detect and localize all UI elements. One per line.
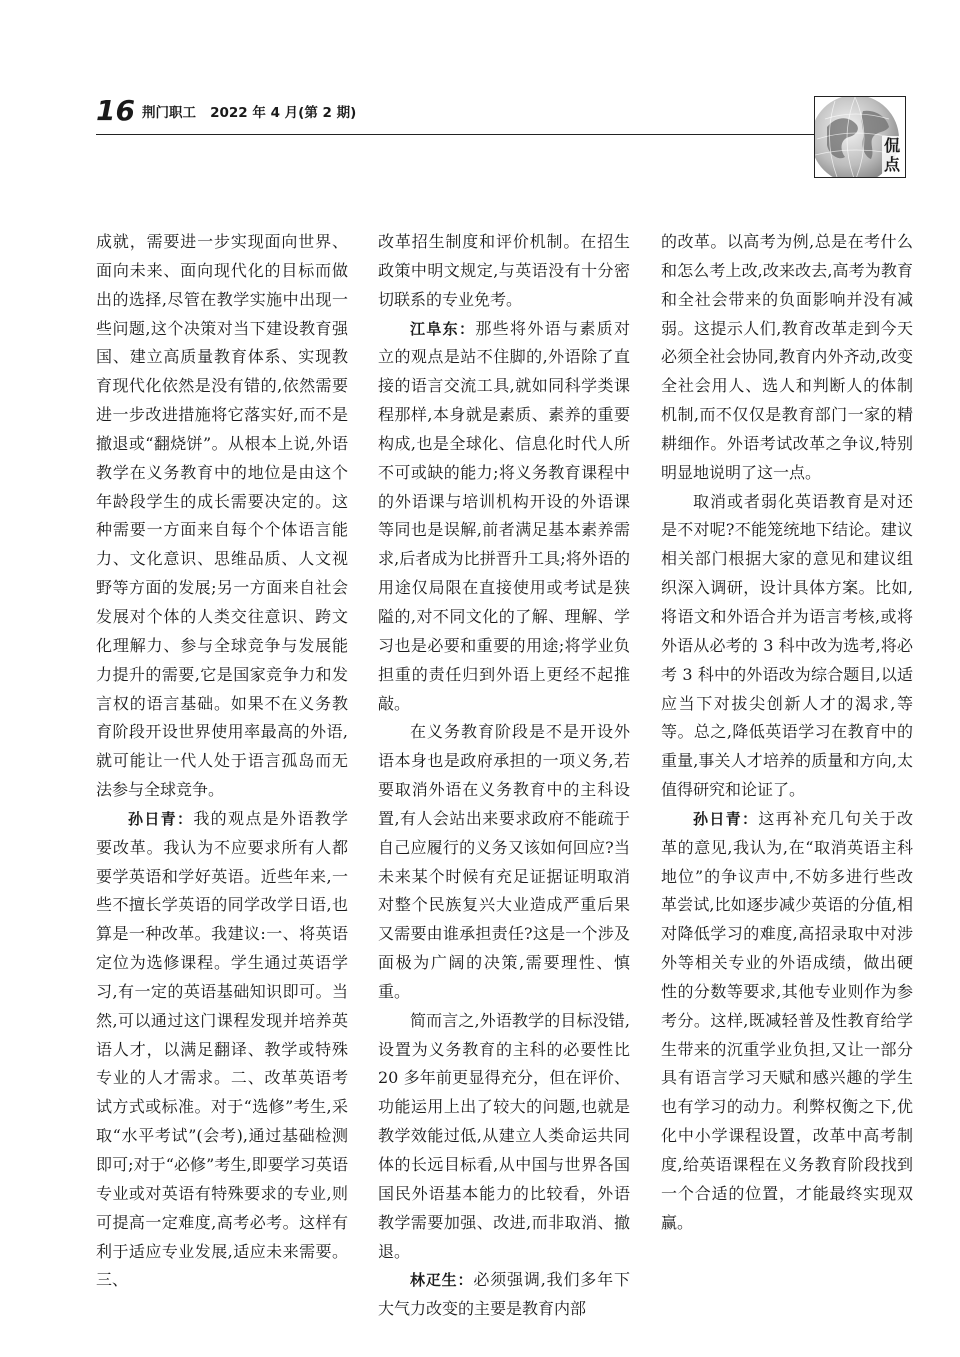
article-column-1	[96, 228, 348, 1295]
paragraph-text: 必须强调,我们多年下大气力改变的主要是教育内部	[378, 1270, 630, 1319]
publication-name: 荆门职工	[142, 105, 196, 121]
speaker-name: 孙日青：	[128, 809, 194, 828]
paragraph	[661, 805, 913, 1238]
issue-date: 2022 年 4 月(第 2 期)	[210, 105, 357, 121]
paragraph-text: 我的观点是外语教学要改革。我认为不应要求所有人都要学英语和学好英语。近些年来,一些不擅长学英语的同学改学日语,也算是一种改革。我建议:一、将英语定位为选修课程。学生通过英语学习,有一定的英语基础知识即可。当然,可以通过这门课程发现并培养英语人才，以满足翻译、教学或特殊专业的人才需求。二、改革英语考试方式或标准。对于“选修”考生,采取“水平考试”(会考),通过基础检测即可;对于“必修”考生,即要学习英语专业或对英语有特殊要求的专业,则可提高一定难度,高考必考。这样有利于适应专业发展,适应未来需要。三、	[96, 808, 348, 1290]
speaker-name: 孙日青：	[693, 809, 759, 828]
speaker-name: 林疋生：	[410, 1271, 474, 1290]
header-rule	[96, 134, 814, 135]
publication-info	[142, 104, 356, 122]
paragraph: 改革招生制度和评价机制。在招生政策中明文规定,与英语没有十分密切联系的专业免考。	[378, 232, 630, 309]
paragraph: 简而言之,外语教学的目标没错,设置为义务教育的主科的必要性比 20 多年前更显得充分，但在评价、功能运用上出了较大的问题,也就是教学效能过低,从建立人类命运共同体的长远目标看,从中国与世界各国国民外语基本能力的比较看，外语教学需要加强、改进,而非取消、撤退。	[378, 1010, 630, 1261]
paragraph-text: 这再补充几句关于改革的意见,我认为,在“取消英语主科地位”的争议声中,不妨多进行些改革尝试,比如逐步减少英语的分值,相对降低学习的难度,高招录取中对涉外等相关专业的外语成绩，做出硬性的分数等要求,其他专业则作为参考分。这样,既减轻普及性教育给学生带来的沉重学业负担,又让一部分具有语言学习天赋和感兴趣的学生也有学习的动力。利弊权衡之下,优化中小学课程设置，改革中高考制度,给英语课程在义务教育阶段找到一个合适的位置，才能最终实现双赢。	[661, 808, 913, 1232]
paragraph	[96, 805, 348, 1295]
article-column-2	[378, 228, 630, 1324]
column-name: 侃点	[883, 136, 900, 174]
paragraph-text: 那些将外语与素质对立的观点是站不住脚的,外语除了直接的语言交流工具,就如同科学类课程那样,本身就是素质、素养的重要构成,也是全球化、信息化时代人所不可或缺的能力;将义务教育课程中的外语课与培训机构开设的外语课等同也是误解,前者满足基本素养需求,后者成为比拼晋升工具;将外语的用途仅局限在直接使用或考试是狭隘的,对不同文化的了解、理解、学习也是必要和重要的用途;将学业负担重的责任归到外语上更经不起推敲。	[378, 318, 630, 713]
column-badge	[814, 96, 906, 178]
paragraph	[378, 1266, 630, 1324]
paragraph	[378, 315, 630, 719]
page-header	[96, 96, 908, 136]
paragraph: 取消或者弱化英语教育是对还是不对呢?不能笼统地下结论。建议相关部门根据大家的意见和建议组织深入调研，设计具体方案。比如,将语文和外语合并为语言考核,或将外语从必考的 3 科中改为选考,将必考 3 科中的外语改为综合题目,以适应当下对拔尖创新人才的渴求,等等。总之,降低英语学习在教育中的重量,事关人才培养的质量和方向,太值得研究和论证了。	[661, 491, 913, 800]
article-column-3	[661, 228, 913, 1238]
page-number: 16	[96, 94, 135, 127]
paragraph: 在义务教育阶段是不是开设外语本身也是政府承担的一项义务,若要取消外语在义务教育中的主科设置,有人会站出来要求政府不能疏于自己应履行的义务又该如何回应?当未来某个时候有充足证据证明取消对整个民族复兴大业造成严重后果又需要由谁承担责任?这是一个涉及面极为广阔的决策,需要理性、慎重。	[378, 722, 630, 1001]
paragraph: 的改革。以高考为例,总是在考什么和怎么考上改,改来改去,高考为教育和全社会带来的负面影响并没有减弱。这提示人们,教育改革走到今天必须全社会协同,教育内外齐动,改变全社会用人、选人和判断人的体制机制,而不仅仅是教育部门一家的精耕细作。外语考试改革之争议,特别明显地说明了这一点。	[661, 232, 913, 482]
speaker-name: 江阜东：	[410, 319, 476, 338]
paragraph: 成就，需要进一步实现面向世界、面向未来、面向现代化的目标而做出的选择,尽管在教学实施中出现一些问题,这个决策对当下建设教育强国、建立高质量教育体系、实现教育现代化依然是没有错的,依然需要进一步改进措施将它落实好,而不是撤退或“翻烧饼”。从根本上说,外语教学在义务教育中的地位是由这个年龄段学生的成长需要决定的。这种需要一方面来自每个个体语言能力、文化意识、思维品质、人文视野等方面的发展;另一方面来自社会发展对个体的人类交往意识、跨文化理解力、参与全球竞争与发展能力提升的需要,它是国家竞争力和发言权的语言基础。如果不在义务教育阶段开设世界使用率最高的外语,就可能让一代人处于语言孤岛而无法参与全球竞争。	[96, 232, 348, 800]
